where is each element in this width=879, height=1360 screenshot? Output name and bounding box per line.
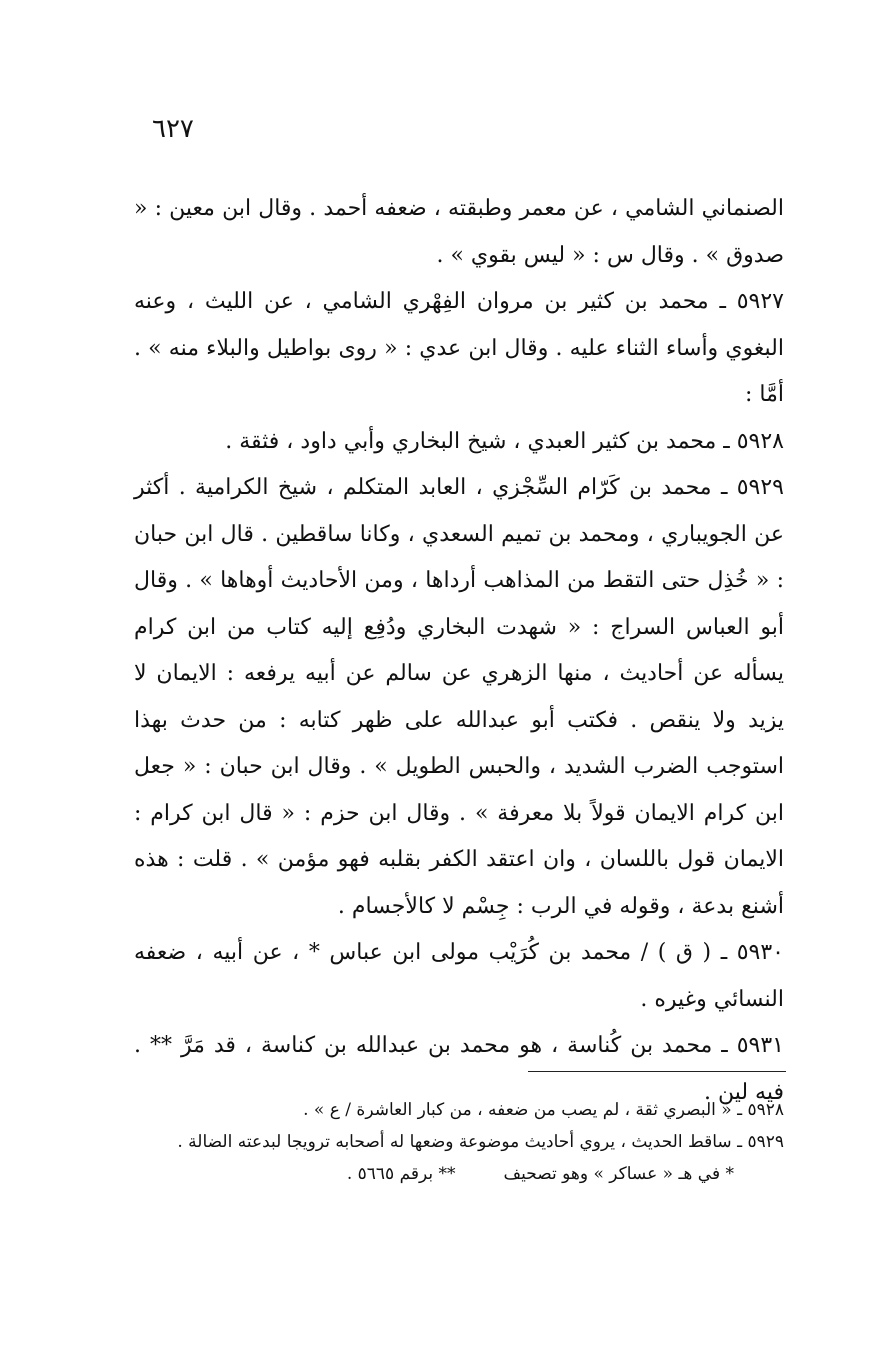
main-text bbox=[134, 186, 784, 1116]
footnote-5928: ٥٩٢٨ ـ « البصري ثقة ، لم يصب من ضعفه ، من كبار العاشرة / ع » . bbox=[303, 1100, 784, 1120]
entry-5927: ٥٩٢٧ ـ محمد بن كثير بن مروان الفِهْري الشامي ، عن الليث ، وعنه البغوي وأساء الثناء عليه . وقال ابن عدي : « روى بواطيل والبلاء منه » . أمَّا : bbox=[134, 289, 784, 407]
entry-5931: ٥٩٣١ ـ محمد بن كُناسة ، هو محمد بن عبدالله بن كناسة ، قد مَرَّ ** . فيه لين . bbox=[134, 1033, 784, 1105]
paragraph-continuation: الصنماني الشامي ، عن معمر وطبقته ، ضعفه أحمد . وقال ابن معين : « صدوق » . وقال س : « ليس بقوي » . bbox=[134, 196, 784, 268]
footnotes bbox=[134, 1094, 784, 1190]
footnote-5929: ٥٩٢٩ ـ ساقط الحديث ، يروي أحاديث موضوعة وضعها له أصحابه ترويجا لبدعته الضالة . bbox=[177, 1132, 784, 1152]
entry-5930: ٥٩٣٠ ـ ( ق ) / محمد بن كُرَيْب مولى ابن عباس * ، عن أبيه ، ضعفه النسائي وغيره . bbox=[134, 940, 784, 1012]
page-number: ٦٢٧ bbox=[152, 114, 194, 144]
note-asterisk: * في هـ « عساكر » وهو تصحيف bbox=[503, 1164, 734, 1184]
entry-5929: ٥٩٢٩ ـ محمد بن كَرّام السِّجْزي ، العابد المتكلم ، شيخ الكرامية . أكثر عن الجويباري ، ومحمد بن تميم السعدي ، وكانا ساقطين . قال ابن حبان : « خُذِل حتى التقط من المذاهب أرداها ، ومن الأحاديث أوهاها » . وقال أبو العباس السراج : « شهدت البخاري ودُفِع إليه كتاب من ابن كرام يسأله عن أحاديث ، منها الزهري عن سالم عن أبيه يرفعه : الايمان لا يزيد ولا ينقص . فكتب أبو عبدالله على ظهر كتابه : من حدث بهذا استوجب الضرب الشديد ، والحبس الطويل » . وقال ابن حبان : « جعل ابن كرام الايمان قولاً بلا معرفة » . وقال ابن حزم : « قال ابن كرام : الايمان قول باللسان ، وان اعتقد الكفر بقلبه فهو مؤمن » . قلت : هذه أشنع بدعة ، وقوله في الرب : جِسْم لا كالأجسام . bbox=[134, 475, 784, 919]
footnote-divider bbox=[528, 1071, 786, 1072]
editorial-notes bbox=[134, 1158, 784, 1190]
entry-5928: ٥٩٢٨ ـ محمد بن كثير العبدي ، شيخ البخاري وأبي داود ، فثقة . bbox=[225, 428, 784, 454]
note-double-asterisk: ** برقم ٥٦٦٥ . bbox=[346, 1164, 456, 1184]
